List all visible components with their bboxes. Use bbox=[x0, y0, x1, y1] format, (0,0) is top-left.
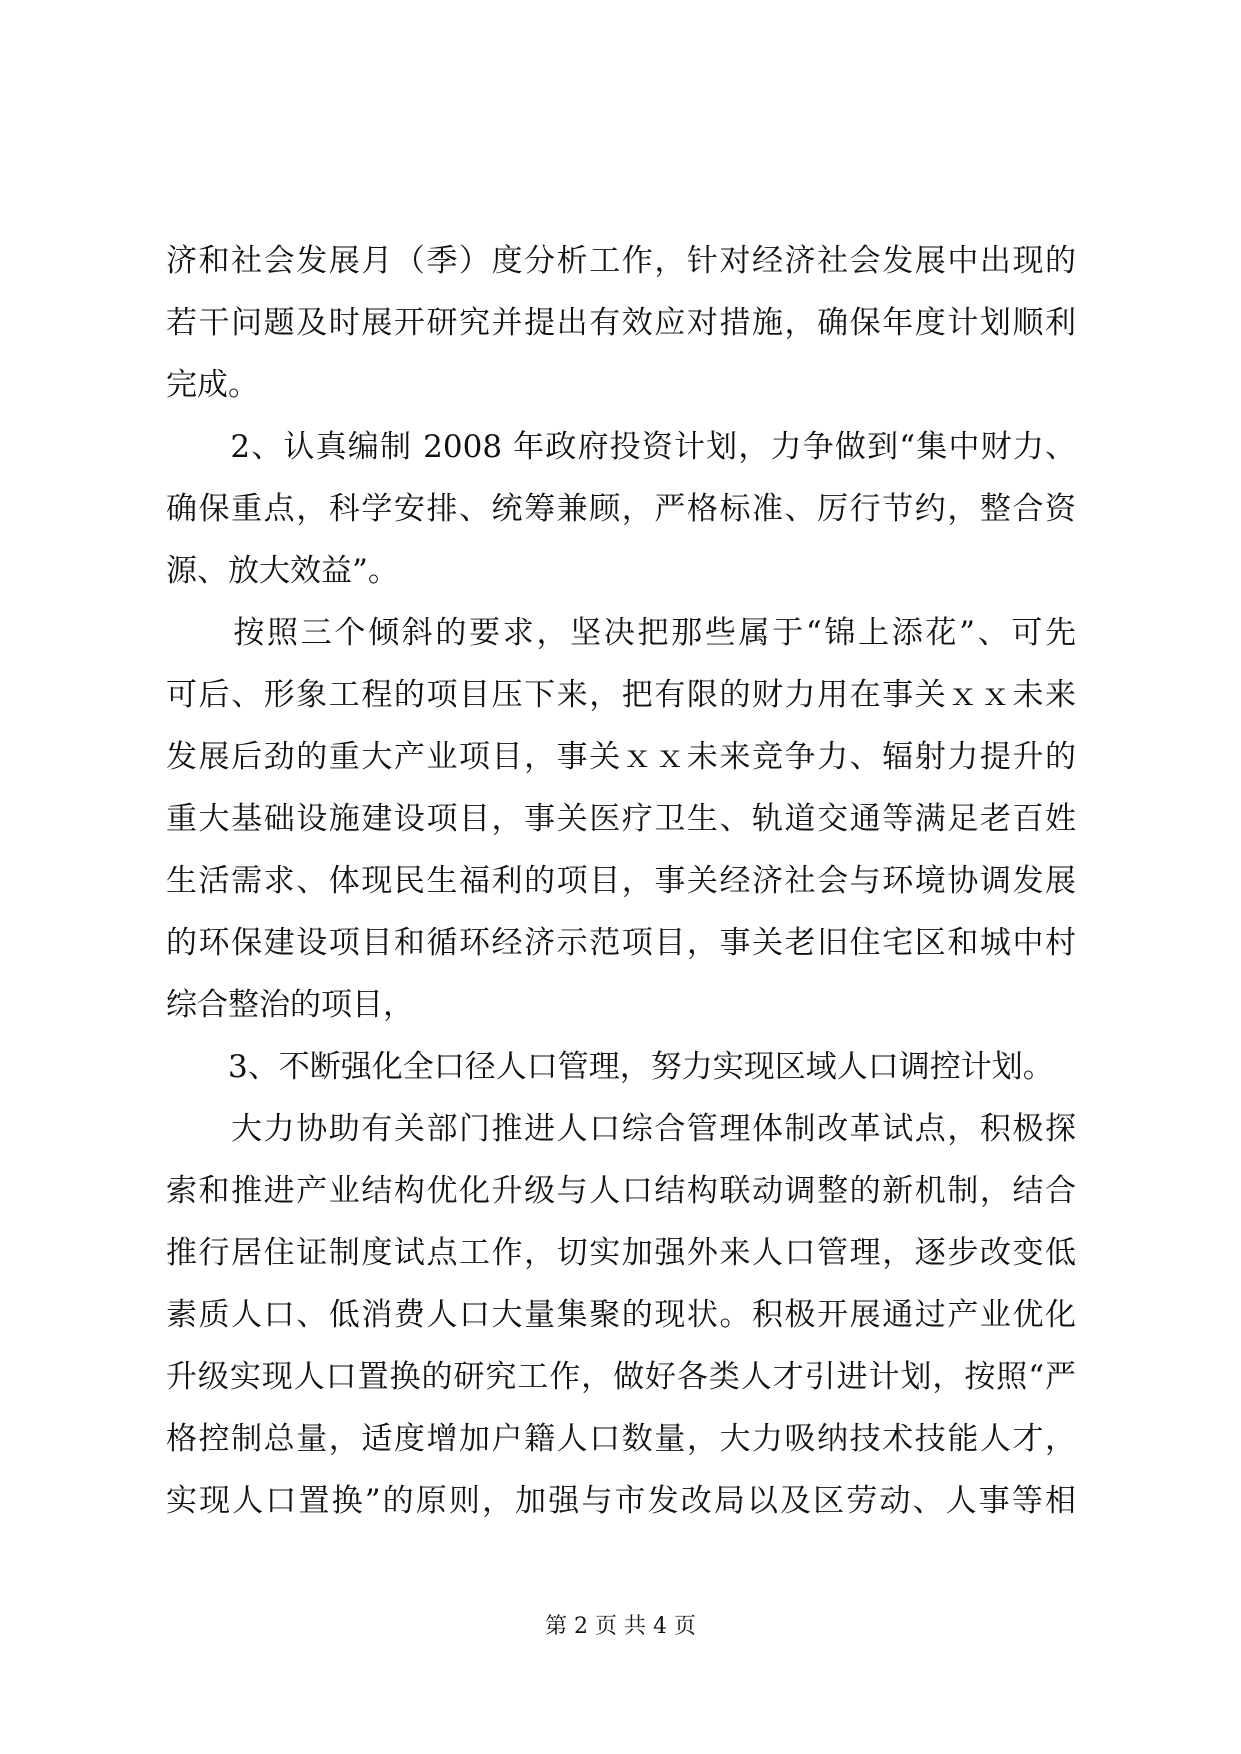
text-line: 完成。 bbox=[166, 367, 259, 403]
text-line: 素质人口、低消费人口大量集聚的现状。积极开展通过产业优化 bbox=[166, 1297, 1076, 1333]
text-line: 生活需求、体现民生福利的项目，事关经济社会与环境协调发展 bbox=[166, 863, 1076, 899]
text-line: 实现人口置换”的原则，加强与市发改局以及区劳动、人事等相 bbox=[166, 1483, 1076, 1519]
text-line: 2、认真编制 2008 年政府投资计划，力争做到“集中财力、 bbox=[166, 429, 1076, 465]
text-line: 升级实现人口置换的研究工作，做好各类人才引进计划，按照“严 bbox=[166, 1359, 1076, 1395]
text-line: 若干问题及时展开研究并提出有效应对措施，确保年度计划顺利 bbox=[166, 305, 1076, 341]
page-indicator: 第 2 页 共 4 页 bbox=[545, 1614, 696, 1639]
text-line: 索和推进产业结构优化升级与人口结构联动调整的新机制，结合 bbox=[166, 1173, 1076, 1209]
text-line: 综合整治的项目， bbox=[166, 987, 414, 1023]
text-line: 3、不断强化全口径人口管理，努力实现区域人口调控计划。 bbox=[166, 1049, 1054, 1085]
text-line: 格控制总量，适度增加户籍人口数量，大力吸纳技术技能人才， bbox=[166, 1421, 1076, 1457]
page-footer bbox=[0, 1612, 1241, 1642]
text-line: 重大基础设施建设项目，事关医疗卫生、轨道交通等满足老百姓 bbox=[166, 801, 1076, 837]
text-line: 的环保建设项目和循环经济示范项目，事关老旧住宅区和城中村 bbox=[166, 925, 1076, 961]
text-line: 源、放大效益”。 bbox=[166, 553, 399, 589]
text-line: 大力协助有关部门推进人口综合管理体制改革试点，积极探 bbox=[166, 1111, 1076, 1147]
text-line: 可后、形象工程的项目压下来，把有限的财力用在事关ｘｘ未来 bbox=[166, 677, 1076, 713]
document-body bbox=[166, 230, 1076, 1532]
text-line: 发展后劲的重大产业项目，事关ｘｘ未来竞争力、辐射力提升的 bbox=[166, 739, 1076, 775]
text-line: 济和社会发展月（季）度分析工作，针对经济社会发展中出现的 bbox=[166, 243, 1076, 279]
text-line: 确保重点，科学安排、统筹兼顾，严格标准、厉行节约，整合资 bbox=[166, 491, 1076, 527]
text-line: 推行居住证制度试点工作，切实加强外来人口管理，逐步改变低 bbox=[166, 1235, 1076, 1271]
text-line: 按照三个倾斜的要求，坚决把那些属于“锦上添花”、可先 bbox=[166, 615, 1076, 651]
